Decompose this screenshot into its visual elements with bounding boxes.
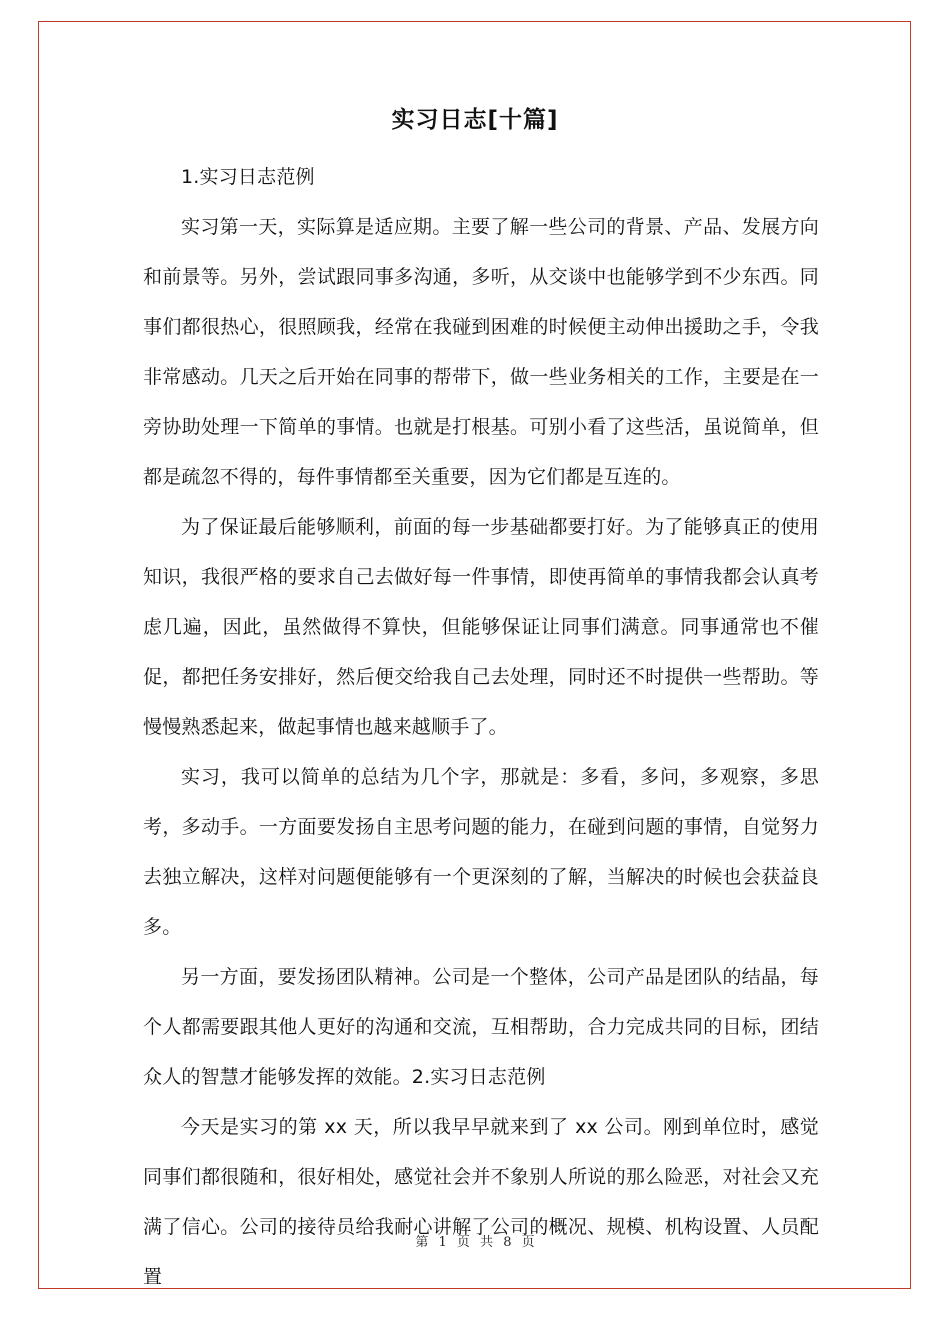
paragraph-2: 为了保证最后能够顺利，前面的每一步基础都要打好。为了能够真正的使用知识，我很严格的要求自己去做好每一件事情，即使再简单的事情我都会认真考虑几遍，因此，虽然做得不算快，但能够保证让同事们满意。同事通常也不催促，都把任务安排好，然后便交给我自己去处理，同时还不时提供一些帮助。等慢慢熟悉起来，做起事情也越来越顺手了。 xyxy=(143,516,819,738)
paragraph-1: 实习第一天，实际算是适应期。主要了解一些公司的背景、产品、发展方向和前景等。另外，尝试跟同事多沟通，多听，从交谈中也能够学到不少东西。同事们都很热心，很照顾我，经常在我碰到困难的时候便主动伸出援助之手，令我非常感动。几天之后开始在同事的帮带下，做一些业务相关的工作，主要是在一旁协助处理一下简单的事情。也就是打根基。可别小看了这些活，虽说简单，但都是疏忽不得的，每件事情都至关重要，因为它们都是互连的。 xyxy=(143,216,819,488)
document-body xyxy=(143,152,819,1302)
paragraph-5: 今天是实习的第 xx 天，所以我早早就来到了 xx 公司。刚到单位时，感觉同事们都很随和，很好相处，感觉社会并不象别人所说的那么险恶，对社会又充满了信心。公司的接待员给我耐心讲解了公司的概况、规模、机构设置、人员配置 xyxy=(143,1116,819,1288)
document-title: 实习日志[十篇] xyxy=(391,107,559,133)
paragraph-4: 另一方面，要发扬团队精神。公司是一个整体，公司产品是团队的结晶，每个人都需要跟其他人更好的沟通和交流，互相帮助，合力完成共同的目标，团结众人的智慧才能够发挥的效能。2.实习日志范例 xyxy=(143,966,819,1088)
paragraph-section-heading-1: 1.实习日志范例 xyxy=(181,166,315,188)
page-number-footer: 第 1 页 共 8 页 xyxy=(415,1235,535,1250)
paragraph-3: 实习，我可以简单的总结为几个字，那就是：多看，多问，多观察，多思考，多动手。一方面要发扬自主思考问题的能力，在碰到问题的事情，自觉努力去独立解决，这样对问题便能够有一个更深刻的了解，当解决的时候也会获益良多。 xyxy=(143,766,819,938)
